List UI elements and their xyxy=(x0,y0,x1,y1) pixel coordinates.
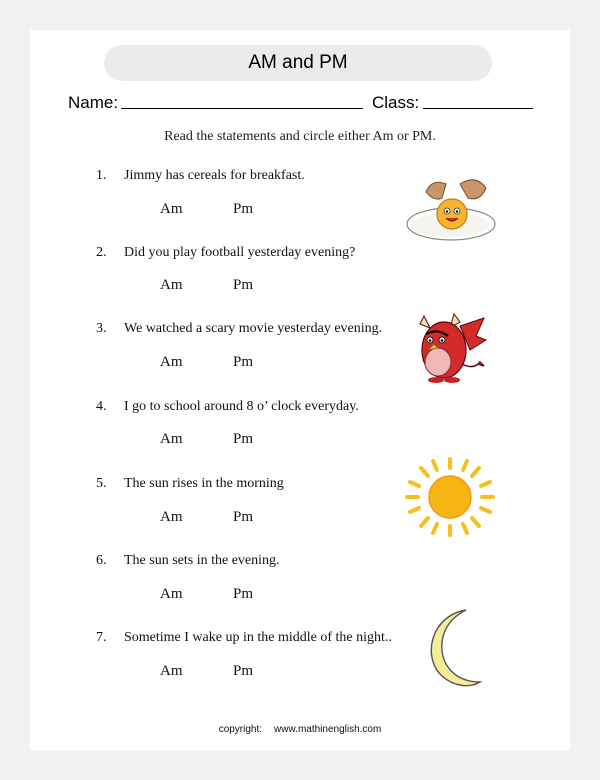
question-text: Did you play football yesterday evening? xyxy=(124,245,356,260)
question-6 xyxy=(96,553,280,569)
option-am[interactable]: Am xyxy=(160,509,183,525)
question-number: 5. xyxy=(96,476,107,491)
class-label: Class: xyxy=(372,93,420,112)
question-number: 4. xyxy=(96,399,107,414)
copyright-label: copyright: xyxy=(218,724,263,735)
question-number: 1. xyxy=(96,168,107,183)
option-pm[interactable]: Pm xyxy=(233,663,254,679)
devil-bird-icon xyxy=(414,306,488,384)
question-text: Jimmy has cereals for breakfast. xyxy=(124,168,305,183)
question-3 xyxy=(96,321,382,337)
question-number: 7. xyxy=(96,630,107,645)
fried-egg-icon xyxy=(402,172,500,244)
question-number: 6. xyxy=(96,553,107,568)
option-pm[interactable]: Pm xyxy=(233,586,254,602)
instruction-text: Read the statements and circle either Am or PM. xyxy=(164,129,436,144)
name-label: Name: xyxy=(68,93,119,112)
question-text: We watched a scary movie yesterday evening. xyxy=(124,321,383,336)
option-pm[interactable]: Pm xyxy=(233,431,254,447)
option-am[interactable]: Am xyxy=(160,431,183,447)
question-number: 3. xyxy=(96,321,107,336)
name-line[interactable] xyxy=(121,108,363,109)
copyright-line xyxy=(0,724,600,735)
option-am[interactable]: Am xyxy=(160,354,183,370)
crescent-moon-icon xyxy=(420,608,484,690)
sun-icon xyxy=(404,456,496,538)
option-pm[interactable]: Pm xyxy=(233,277,254,293)
class-line[interactable] xyxy=(423,108,533,109)
option-pm[interactable]: Pm xyxy=(233,201,254,217)
option-pm[interactable]: Pm xyxy=(233,354,254,370)
question-text: Sometime I wake up in the middle of the night.. xyxy=(124,630,392,645)
question-number: 2. xyxy=(96,245,107,260)
question-4 xyxy=(96,399,359,415)
question-text: The sun sets in the evening. xyxy=(124,553,280,568)
question-text: The sun rises in the morning xyxy=(124,476,284,491)
worksheet-title: AM and PM xyxy=(104,45,492,81)
question-7 xyxy=(96,630,392,646)
question-2 xyxy=(96,245,355,261)
option-am[interactable]: Am xyxy=(160,586,183,602)
question-1 xyxy=(96,168,305,184)
option-am[interactable]: Am xyxy=(160,277,183,293)
option-am[interactable]: Am xyxy=(160,663,183,679)
question-5 xyxy=(96,476,284,492)
option-pm[interactable]: Pm xyxy=(233,509,254,525)
copyright-site: www.mathinenglish.com xyxy=(274,724,382,735)
option-am[interactable]: Am xyxy=(160,201,183,217)
question-text: I go to school around 8 o’ clock everyday. xyxy=(124,399,359,414)
